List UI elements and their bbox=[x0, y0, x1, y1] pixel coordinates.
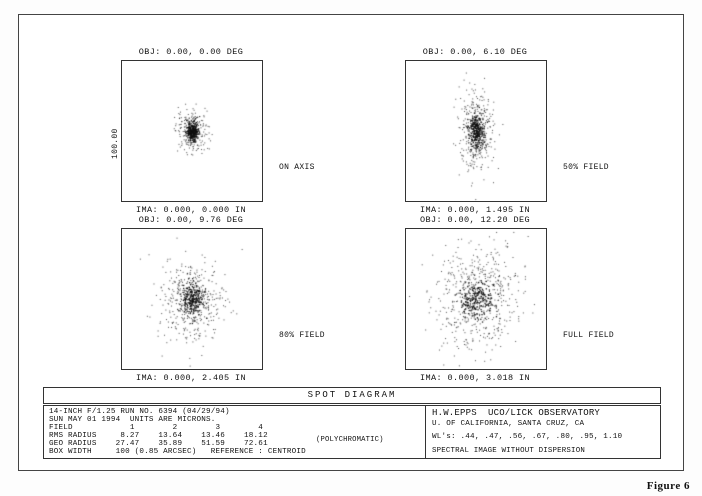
table-right-column bbox=[426, 406, 660, 458]
panel-caption: IMA: 0.000, 0.000 IN bbox=[135, 205, 247, 215]
spot-diagram-data-table bbox=[43, 405, 661, 459]
spot-plot-box bbox=[405, 60, 547, 202]
panel-field-label: 80% FIELD bbox=[279, 331, 325, 340]
panel-scale-label: 100.00 bbox=[111, 128, 120, 159]
credit-observatory: H.W.EPPS UCO/LICK OBSERVATORY bbox=[432, 408, 601, 418]
panel-field-label: 50% FIELD bbox=[563, 163, 609, 172]
spot-scatter-canvas bbox=[122, 229, 262, 369]
spot-plot-box bbox=[121, 228, 263, 370]
panel-title: OBJ: 0.00, 12.20 DEG bbox=[419, 215, 531, 225]
panel-field-label: ON AXIS bbox=[279, 163, 315, 172]
figure-caption: Figure 6 bbox=[646, 480, 690, 492]
panel-caption: IMA: 0.000, 3.018 IN bbox=[419, 373, 531, 383]
table-line-rms: RMS RADIUS 8.27 13.64 13.46 18.12 bbox=[49, 432, 268, 440]
panel-caption: IMA: 0.000, 1.495 IN bbox=[419, 205, 531, 215]
polychromatic-note: (POLYCHROMATIC) bbox=[316, 436, 384, 444]
spot-plot-box bbox=[405, 228, 547, 370]
panel-title: OBJ: 0.00, 0.00 DEG bbox=[138, 47, 244, 57]
figure-sheet bbox=[18, 14, 684, 471]
spot-scatter-canvas bbox=[406, 229, 546, 369]
spot-scatter-canvas bbox=[406, 61, 546, 201]
table-line-geo: GEO RADIUS 27.47 35.89 51.59 72.61 bbox=[49, 440, 268, 448]
table-line-field: FIELD 1 2 3 4 bbox=[49, 424, 264, 432]
panel-title: OBJ: 0.00, 6.10 DEG bbox=[422, 47, 528, 57]
credit-institution: U. OF CALIFORNIA, SANTA CRUZ, CA bbox=[432, 420, 585, 428]
table-left-column bbox=[44, 406, 426, 458]
spot-diagram-header: SPOT DIAGRAM bbox=[43, 387, 661, 404]
credit-spectral-note: SPECTRAL IMAGE WITHOUT DISPERSION bbox=[432, 447, 585, 455]
credit-wavelengths: WL's: .44, .47, .56, .67, .80, .95, 1.10 bbox=[432, 433, 623, 441]
table-line-run: 14-INCH F/1.25 RUN NO. 6394 (04/29/94) bbox=[49, 408, 230, 416]
panel-caption: IMA: 0.000, 2.405 IN bbox=[135, 373, 247, 383]
table-line-boxwidth: BOX WIDTH 100 (0.85 ARCSEC) REFERENCE : CENTROID bbox=[49, 448, 306, 456]
spot-plot-box bbox=[121, 60, 263, 202]
table-line-date: SUN MAY 01 1994 UNITS ARE MICRONS. bbox=[49, 416, 216, 424]
panel-title: OBJ: 0.00, 9.76 DEG bbox=[138, 215, 244, 225]
panel-field-label: FULL FIELD bbox=[563, 331, 615, 340]
spot-scatter-canvas bbox=[122, 61, 262, 201]
